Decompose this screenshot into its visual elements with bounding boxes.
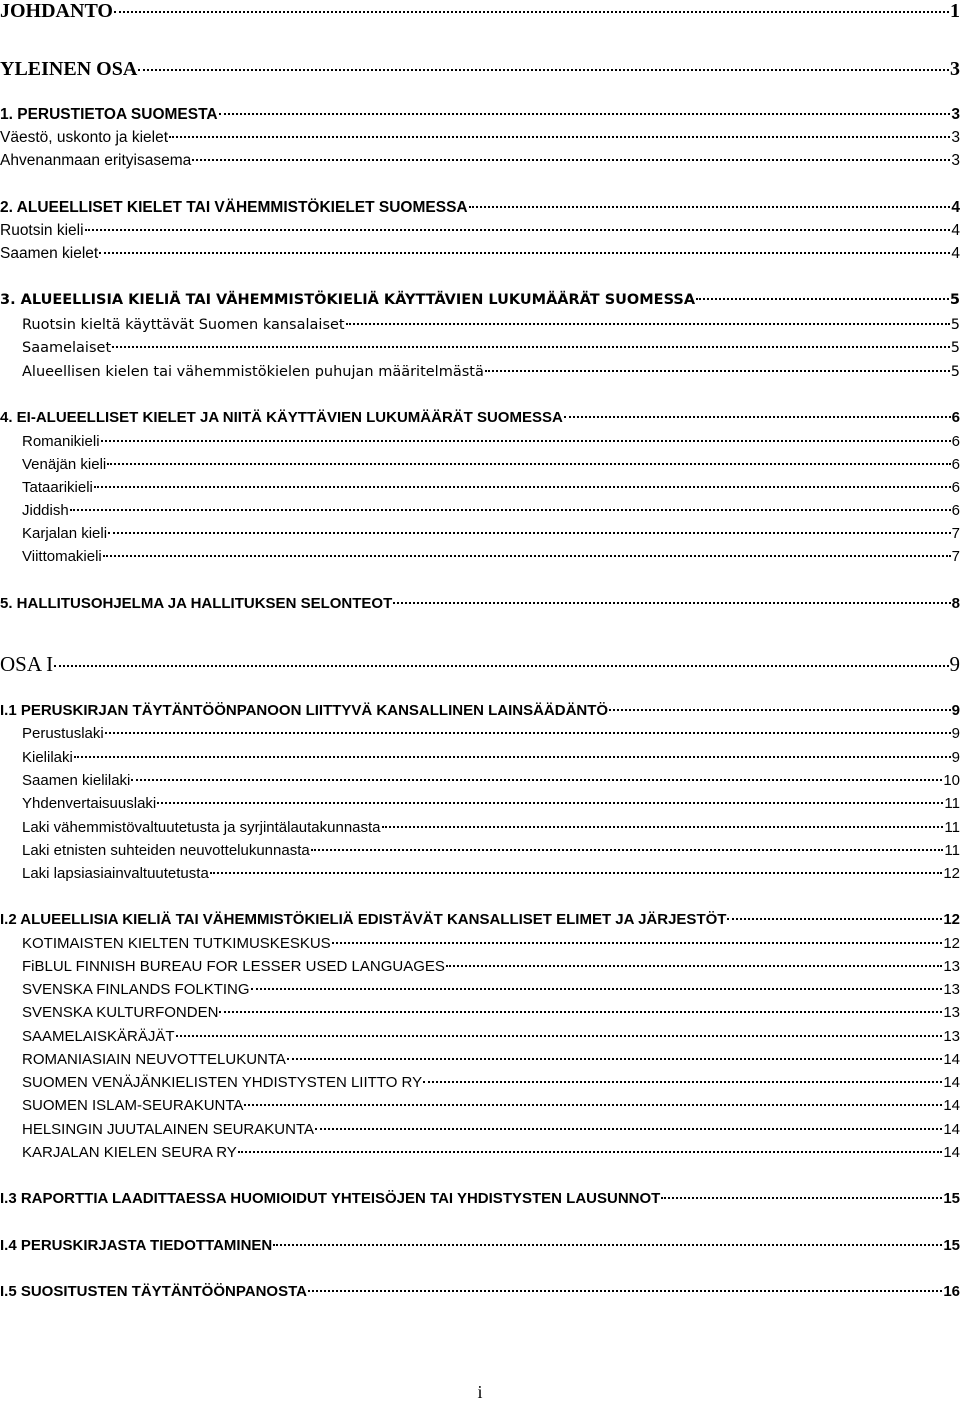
toc-entry-i5[interactable] (0, 1283, 960, 1300)
toc-entry-s2-2[interactable] (0, 245, 960, 263)
dot-leader (287, 1058, 942, 1060)
toc-page-number: 9 (951, 725, 960, 742)
dot-leader (74, 756, 951, 758)
toc-entry-i1-4[interactable] (22, 795, 960, 812)
toc-entry-i2-1[interactable] (22, 935, 960, 952)
toc-page-number: 13 (943, 1004, 960, 1021)
toc-entry-title: SVENSKA FINLANDS FOLKTING (22, 981, 250, 998)
toc-entry-title: Saamelaiset (22, 340, 112, 356)
toc-entry-i1-3[interactable] (22, 772, 960, 789)
toc-entry-title: Venäjän kieli (22, 456, 107, 473)
toc-entry-s4-1[interactable] (22, 433, 960, 450)
dot-leader (101, 440, 951, 442)
toc-entry-title: KOTIMAISTEN KIELTEN TUTKIMUSKESKUS (22, 935, 331, 952)
toc-page-number: 6 (951, 479, 960, 496)
toc-entry-s1-2[interactable] (0, 152, 960, 170)
toc-page-number: 12 (943, 865, 960, 882)
toc-entry-title: 4. EI-ALUEELLISET KIELET JA NIITÄ KÄYTTÄVIEN LUKUMÄÄRÄT SUOMESSA (0, 409, 563, 426)
toc-entry-title: Laki etnisten suhteiden neuvottelukunnasta (22, 842, 310, 859)
toc-entry-title: YLEINEN OSA (0, 58, 138, 80)
toc-entry-i1-7[interactable] (22, 865, 960, 882)
dot-leader (332, 942, 943, 944)
toc-entry-title: Kielilaki (22, 749, 73, 766)
toc-page-number: 14 (943, 1051, 960, 1068)
toc-entry-i2-6[interactable] (22, 1051, 960, 1068)
dot-leader (105, 732, 951, 734)
toc-entry-i1-5[interactable] (22, 819, 960, 836)
dot-leader (727, 918, 942, 920)
dot-leader (219, 113, 951, 115)
dot-leader (696, 298, 949, 300)
toc-entry-title: KARJALAN KIELEN SEURA RY (22, 1144, 237, 1161)
dot-leader (107, 463, 950, 465)
toc-page-number: 10 (943, 772, 960, 789)
toc-page-number: 8 (951, 595, 960, 612)
toc-entry-i1-1[interactable] (22, 725, 960, 742)
dot-leader (485, 370, 950, 372)
toc-page-number: 6 (951, 456, 960, 473)
toc-page-number: 14 (943, 1121, 960, 1138)
toc-entry-i2-10[interactable] (22, 1144, 960, 1161)
toc-entry-johdanto[interactable] (0, 0, 960, 23)
dot-leader (311, 849, 944, 851)
toc-entry-i2-8[interactable] (22, 1097, 960, 1114)
dot-leader (94, 486, 951, 488)
toc-page-number: 13 (943, 981, 960, 998)
toc-entry-title: 1. PERUSTIETOA SUOMESTA (0, 106, 218, 123)
toc-page-number: 6 (951, 409, 960, 426)
dot-leader (423, 1081, 942, 1083)
toc-page-number: 5 (950, 317, 960, 333)
toc-page-number: 6 (951, 433, 960, 450)
toc-page-number: 1 (950, 0, 960, 22)
toc-entry-s4-3[interactable] (22, 479, 960, 496)
toc-entry-s5[interactable] (0, 595, 960, 612)
toc-entry-s1[interactable] (0, 106, 960, 124)
toc-entry-title: I.4 PERUSKIRJASTA TIEDOTTAMINEN (0, 1237, 273, 1254)
dot-leader (469, 206, 951, 208)
toc-entry-s2-1[interactable] (0, 222, 960, 240)
toc-entry-i1-2[interactable] (22, 749, 960, 766)
toc-entry-title: SVENSKA KULTURFONDEN (22, 1004, 219, 1021)
toc-entry-i3[interactable] (0, 1190, 960, 1207)
dot-leader (564, 416, 951, 418)
toc-page-number: 7 (951, 525, 960, 542)
toc-entry-title: JOHDANTO (0, 0, 113, 22)
toc-page-number: 3 (951, 152, 960, 169)
toc-entry-title: 3. ALUEELLISIA KIELIÄ TAI VÄHEMMISTÖKIELIÄ KÄYTTÄVIEN LUKUMÄÄRÄT SUOMESSA (0, 292, 696, 308)
dot-leader (112, 346, 950, 348)
dot-leader (315, 1128, 942, 1130)
toc-entry-title: Yhdenvertaisuuslaki (22, 795, 157, 812)
toc-page-number: 15 (943, 1237, 960, 1254)
toc-entry-title: FiBLUL FINNISH BUREAU FOR LESSER USED LANGUAGES (22, 958, 445, 975)
toc-page-number: 4 (951, 199, 960, 216)
toc-page-number: 12 (943, 935, 960, 952)
toc-page-number: 3 (951, 129, 960, 146)
toc-entry-title: Väestö, uskonto ja kielet (0, 129, 169, 146)
toc-entry-i2-7[interactable] (22, 1074, 960, 1091)
toc-entry-title: Viittomakieli (22, 548, 102, 565)
toc-page-number: 4 (951, 222, 960, 239)
toc-entry-title: I.1 PERUSKIRJAN TÄYTÄNTÖÖNPANOON LIITTYVÄ KANSALLINEN LAINSÄÄDÄNTÖ (0, 702, 609, 719)
toc-entry-title: Laki lapsiasiainvaltuutetusta (22, 865, 209, 882)
dot-leader (251, 988, 943, 990)
dot-leader (346, 323, 950, 325)
toc-entry-title: HELSINGIN JUUTALAINEN SEURAKUNTA (22, 1121, 314, 1138)
toc-entry-title: I.3 RAPORTTIA LAADITTAESSA HUOMIOIDUT YHTEISÖJEN TAI YHDISTYSTEN LAUSUNNOT (0, 1190, 661, 1207)
toc-entry-i2-5[interactable] (22, 1028, 960, 1045)
toc-entry-s3-1[interactable] (22, 317, 960, 333)
toc-entry-title: Saamen kielilaki (22, 772, 131, 789)
dot-leader (308, 1290, 942, 1292)
toc-page-number: 5 (950, 364, 960, 380)
toc-entry-title: ROMANIASIAIN NEUVOTTELUKUNTA (22, 1051, 286, 1068)
toc-page-number: 3 (951, 106, 960, 123)
toc-entry-i1[interactable] (0, 702, 960, 719)
dot-leader (273, 1244, 942, 1246)
toc-entry-title: 5. HALLITUSOHJELMA JA HALLITUKSEN SELONTEOT (0, 595, 393, 612)
toc-page-number: 16 (943, 1283, 960, 1300)
dot-leader (138, 69, 949, 71)
toc-entry-title: Romanikieli (22, 433, 100, 450)
dot-leader (382, 826, 944, 828)
toc-page-number: 9 (951, 749, 960, 766)
dot-leader (103, 555, 951, 557)
toc-page-number: 14 (943, 1097, 960, 1114)
dot-leader (244, 1104, 942, 1106)
dot-leader (157, 802, 943, 804)
dot-leader (131, 779, 942, 781)
toc-page-number: 6 (951, 502, 960, 519)
toc-entry-s4-4[interactable] (22, 502, 960, 519)
toc-page-number: 9 (949, 652, 960, 676)
toc-page-number: 9 (951, 702, 960, 719)
toc-entry-title: SAAMELAISKÄRÄJÄT (22, 1028, 175, 1045)
toc-entry-i2-4[interactable] (22, 1004, 960, 1021)
dot-leader (393, 602, 950, 604)
dot-leader (108, 532, 951, 534)
toc-entry-title: Jiddish (22, 502, 69, 519)
toc-entry-s4-6[interactable] (22, 548, 960, 565)
toc-entry-title: 2. ALUEELLISET KIELET TAI VÄHEMMISTÖKIELET SUOMESSA (0, 199, 468, 216)
toc-entry-i2[interactable] (0, 911, 960, 928)
toc-entry-s4[interactable] (0, 409, 960, 426)
toc-page-number: 11 (944, 842, 960, 859)
toc-entry-title: I.2 ALUEELLISIA KIELIÄ TAI VÄHEMMISTÖKIELIÄ EDISTÄVÄT KANSALLISET ELIMET JA JÄRJESTÖT (0, 911, 727, 928)
dot-leader (446, 965, 942, 967)
dot-leader (192, 159, 950, 161)
dot-leader (114, 11, 949, 13)
toc-page-number: 15 (943, 1190, 960, 1207)
toc-entry-i2-9[interactable] (22, 1121, 960, 1138)
dot-leader (70, 509, 951, 511)
toc-page-number: 7 (951, 548, 960, 565)
toc-entry-title: I.5 SUOSITUSTEN TÄYTÄNTÖÖNPANOSTA (0, 1283, 307, 1300)
dot-leader (609, 709, 951, 711)
toc-entry-title: SUOMEN VENÄJÄNKIELISTEN YHDISTYSTEN LIITTO RY (22, 1074, 423, 1091)
toc-entry-s3[interactable] (0, 292, 960, 308)
dot-leader (210, 872, 943, 874)
toc-entry-i4[interactable] (0, 1237, 960, 1254)
toc-entry-title: Karjalan kieli (22, 525, 108, 542)
toc-page-number: 5 (949, 292, 960, 308)
dot-leader (169, 136, 950, 138)
toc-entry-title: Perustuslaki (22, 725, 104, 742)
toc-page-number: 13 (943, 958, 960, 975)
toc-entry-title: Ruotsin kieltä käyttävät Suomen kansalaiset (22, 317, 345, 333)
dot-leader (54, 665, 948, 667)
toc-entry-s1-1[interactable] (0, 129, 960, 147)
toc-entry-osa-1[interactable] (0, 652, 960, 677)
toc-entry-title: Laki vähemmistövaltuutetusta ja syrjintälautakunnasta (22, 819, 381, 836)
toc-entry-s3-3[interactable] (22, 364, 960, 380)
toc-entry-title: Ahvenanmaan erityisasema (0, 152, 192, 169)
toc-entry-i2-3[interactable] (22, 981, 960, 998)
toc-entry-title: Tataarikieli (22, 479, 93, 496)
toc-page-number: 12 (943, 911, 960, 928)
toc-entry-s2[interactable] (0, 199, 960, 217)
toc-page-number: 11 (944, 795, 960, 812)
toc-entry-s3-2[interactable] (22, 340, 960, 356)
toc-page-number: 11 (944, 819, 960, 836)
toc-entry-s4-5[interactable] (22, 525, 960, 542)
page-number: i (477, 1382, 483, 1402)
toc-entry-title: SUOMEN ISLAM-SEURAKUNTA (22, 1097, 244, 1114)
toc-page-number: 14 (943, 1144, 960, 1161)
dot-leader (238, 1151, 943, 1153)
dot-leader (176, 1035, 943, 1037)
toc-page-number: 13 (943, 1028, 960, 1045)
dot-leader (85, 229, 951, 231)
toc-entry-title: Alueellisen kielen tai vähemmistökielen puhujan määritelmästä (22, 364, 484, 380)
toc-entry-s4-2[interactable] (22, 456, 960, 473)
toc-entry-i2-2[interactable] (22, 958, 960, 975)
toc-entry-title: Saamen kielet (0, 245, 99, 262)
toc-entry-yleinen-osa[interactable] (0, 58, 960, 81)
toc-page-number: 4 (951, 245, 960, 262)
dot-leader (219, 1011, 942, 1013)
toc-page-number: 14 (943, 1074, 960, 1091)
dot-leader (99, 252, 950, 254)
toc-entry-i1-6[interactable] (22, 842, 960, 859)
dot-leader (661, 1197, 942, 1199)
toc-page-number: 5 (950, 340, 960, 356)
toc-entry-title: Ruotsin kieli (0, 222, 84, 239)
toc-page-number: 3 (950, 58, 960, 80)
toc-entry-title: OSA I (0, 652, 54, 676)
